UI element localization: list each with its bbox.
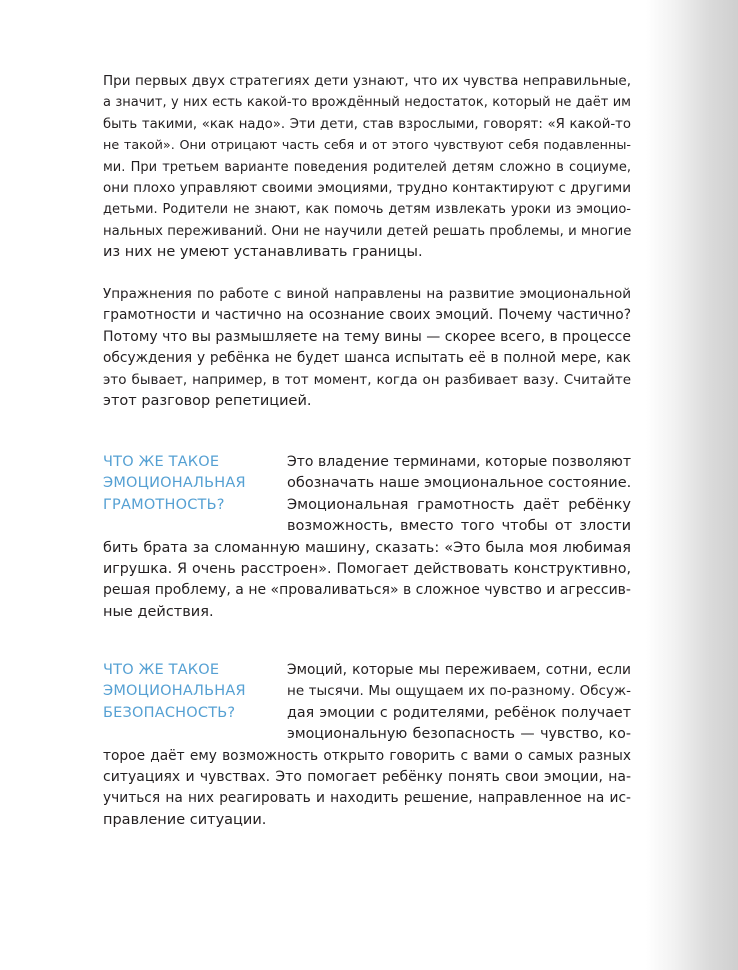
text-line: возможность, вместо того чтобы от злости <box>287 518 631 535</box>
text-line: это бывает, например, в тот момент, когда он разбивает вазу. Считайте <box>103 371 631 388</box>
text-line: торое даёт ему возможность открыто говорить с вами о самых разных <box>103 747 631 764</box>
text-line: Потому что вы размышляете на тему вины — скорее всего, в процессе <box>103 328 631 345</box>
text-line: быть такими, «как надо». Эти дети, став взрослыми, говорят: «Я какой-то <box>103 116 631 132</box>
text-line: Эмоций, которые мы переживаем, сотни, если <box>287 662 631 678</box>
heading-line: ЭМОЦИОНАЛЬНАЯ <box>103 475 246 492</box>
text-line: эмоциональную безопасность — чувство, ко- <box>287 726 631 743</box>
text-line: Упражнения по работе с виной направлены на развитие эмоциональной <box>103 286 631 302</box>
text-line: а значит, у них есть какой-то врождённый недостаток, который не даёт им <box>103 95 631 111</box>
text-line: обсуждения у ребёнка не будет шанса испытать её в полной мере, как <box>103 350 631 367</box>
text-line: этот разговор репетицией. <box>103 392 312 409</box>
heading-line: ГРАМОТНОСТЬ? <box>103 496 225 513</box>
text-line: правление ситуации. <box>103 811 267 828</box>
text-line: решая проблему, а не «проваливаться» в сложное чувство и агрессив- <box>103 582 631 599</box>
text-line: При первых двух стратегиях дети узнают, что их чувства неправильные, <box>103 73 631 89</box>
text-line: ные действия. <box>103 603 214 620</box>
paragraph-strategies <box>103 71 631 264</box>
text-line: дая эмоции с родителями, ребёнок получает <box>287 704 631 721</box>
text-line: детьми. Родители не знают, как помочь детям извлекать уроки из эмоцио- <box>103 202 631 218</box>
heading-line: ЧТО ЖЕ ТАКОЕ <box>103 454 220 470</box>
text-line: они плохо управляют своими эмоциями, трудно контактируют с другими <box>103 179 631 196</box>
text-line: не такой». Они отрицают часть себя и от этого чувствуют себя подавленны- <box>103 138 631 154</box>
heading-line: ЧТО ЖЕ ТАКОЕ <box>103 662 220 678</box>
text-line: бить брата за сломанную машину, сказать: «Это была моя любимая <box>103 539 631 556</box>
section-body-emotional-literacy <box>103 452 631 623</box>
text-line: ми. При третьем варианте поведения родителей детям сложно в социуме, <box>103 159 631 175</box>
heading-line: ЭМОЦИОНАЛЬНАЯ <box>103 683 246 700</box>
text-line: не тысячи. Мы ощущаем их по-разному. Обсуж- <box>287 683 631 700</box>
text-line: из них не умеют устанавливать границы. <box>103 244 423 261</box>
text-line: Это владение терминами, которые позволяют <box>287 454 631 470</box>
heading-line: БЕЗОПАСНОСТЬ? <box>103 704 236 721</box>
text-line: грамотности и частично на осознание своих эмоций. Почему частично? <box>103 307 631 324</box>
text-line: учиться на них реагировать и находить решение, направленное на ис- <box>103 790 631 807</box>
paragraph-guilt-exercises <box>103 284 631 412</box>
page-edge-shadow <box>646 0 738 970</box>
section-body-emotional-safety <box>103 660 631 831</box>
text-line: нальных переживаний. Они не научили детей решать проблемы, и многие <box>103 223 632 239</box>
text-line: ситуациях и чувствах. Это помогает ребёнку понять свои эмоции, на- <box>103 768 631 785</box>
text-line: игрушка. Я очень расстроен». Помогает действовать конструктивно, <box>103 560 631 577</box>
text-line: обозначать наше эмоциональное состояние. <box>287 475 632 492</box>
text-line: Эмоциональная грамотность даёт ребёнку <box>287 496 631 513</box>
